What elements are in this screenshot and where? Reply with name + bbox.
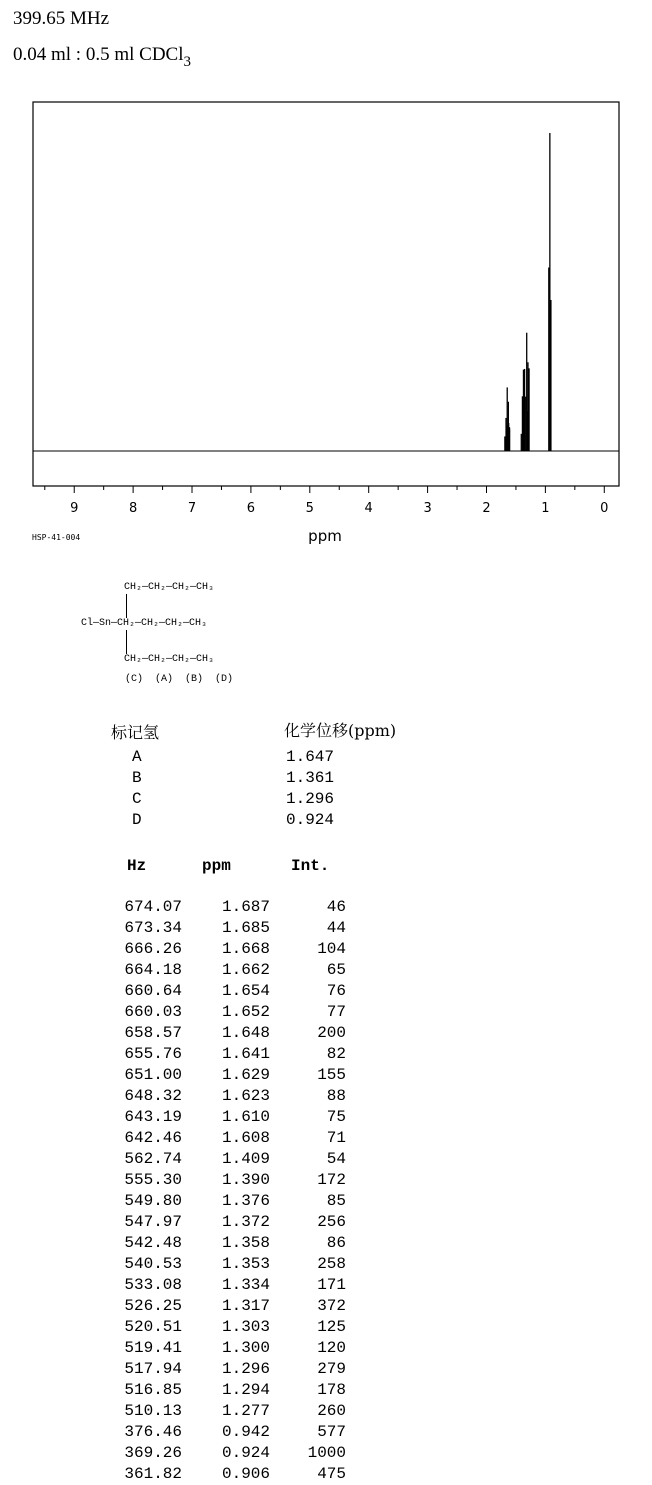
structure-bond-bottom — [126, 630, 127, 654]
peak-hz-cell: 562.74 — [124, 1150, 182, 1168]
table-row — [0, 1464, 400, 1485]
peak-hz-cell: 519.41 — [124, 1339, 182, 1357]
plot-frame — [33, 102, 619, 486]
x-tick-label: 5 — [305, 501, 314, 516]
table-row — [0, 939, 400, 960]
peak-ppm-cell: 1.685 — [221, 919, 270, 937]
peak-ppm-cell: 1.668 — [221, 940, 270, 958]
sample-text: 0.04 ml : 0.5 ml CDCl — [13, 44, 184, 65]
peak-int-cell: 155 — [317, 1066, 346, 1084]
table-row — [0, 1212, 400, 1233]
peak-int-cell: 260 — [317, 1402, 346, 1420]
peak-ppm-cell: 0.924 — [221, 1444, 270, 1462]
table-row — [0, 1254, 400, 1275]
x-tick-label: 1 — [541, 501, 550, 516]
table-row — [0, 1233, 400, 1254]
x-tick-label: 3 — [423, 501, 432, 516]
structure-middle-chain: Cl—Sn—CH₂—CH₂—CH₂—CH₃ — [81, 618, 208, 629]
peak-ppm-cell: 1.662 — [221, 961, 270, 979]
table-row — [0, 1065, 400, 1086]
x-tick-label: 7 — [187, 501, 197, 516]
x-axis-label: ppm — [308, 527, 342, 545]
assign-col-label: 标记氢 — [111, 723, 160, 742]
peak-hz-cell: 651.00 — [124, 1066, 182, 1084]
peak-int-cell: 178 — [317, 1381, 346, 1399]
table-row — [0, 897, 400, 918]
peak-int-cell: 372 — [317, 1297, 346, 1315]
table-row — [0, 1002, 400, 1023]
peak-ppm-cell: 1.608 — [221, 1129, 270, 1147]
peak-hz-cell: 547.97 — [124, 1213, 182, 1231]
peak-ppm-cell: 1.623 — [221, 1087, 270, 1105]
table-row — [0, 1422, 400, 1443]
peak-int-cell: 120 — [317, 1339, 346, 1357]
peak-int-cell: 577 — [317, 1423, 346, 1441]
assign-shift-d: 0.924 — [286, 811, 335, 829]
peak-ppm-cell: 1.390 — [221, 1171, 270, 1189]
peak-ppm-cell: 1.376 — [221, 1192, 270, 1210]
peak-int-cell: 1000 — [307, 1444, 346, 1462]
table-row — [0, 1086, 400, 1107]
peak-ppm-cell: 1.334 — [221, 1276, 270, 1294]
structure-bottom-chain: CH₂—CH₂—CH₂—CH₃ — [124, 654, 215, 665]
assign-label-b: B — [132, 769, 142, 787]
peak-ppm-cell: 1.409 — [221, 1150, 270, 1168]
x-tick-label: 9 — [70, 501, 79, 516]
peak-hz-cell: 549.80 — [124, 1192, 182, 1210]
spectrum-id: HSP-41-004 — [32, 533, 81, 542]
x-tick-label: 4 — [364, 501, 373, 516]
table-row — [0, 1275, 400, 1296]
peak-hz-cell: 540.53 — [124, 1255, 182, 1273]
peak-int-cell: 85 — [326, 1192, 346, 1210]
sample-subscript: 3 — [183, 54, 191, 70]
peak-hz-cell: 516.85 — [124, 1381, 182, 1399]
x-tick-label: 8 — [128, 501, 138, 516]
peak-int-cell: 44 — [326, 919, 346, 937]
peak-int-cell: 71 — [326, 1129, 346, 1147]
peak-hz-cell: 361.82 — [124, 1465, 182, 1483]
peak-int-cell: 76 — [326, 982, 346, 1000]
peak-hz-cell: 520.51 — [124, 1318, 182, 1336]
peak-hz-cell: 376.46 — [124, 1423, 182, 1441]
peak-int-cell: 54 — [326, 1150, 346, 1168]
peak-hz-cell: 664.18 — [124, 961, 182, 979]
peak-hz-cell: 648.32 — [124, 1087, 182, 1105]
peak-int-cell: 88 — [326, 1087, 346, 1105]
x-tick-label: 2 — [482, 501, 491, 516]
peak-ppm-cell: 1.294 — [221, 1381, 270, 1399]
peak-int-cell: 46 — [326, 898, 346, 916]
table-row — [0, 1380, 400, 1401]
peak-hz-cell: 533.08 — [124, 1276, 182, 1294]
peak-ppm-cell: 1.610 — [221, 1108, 270, 1126]
peak-hz-cell: 517.94 — [124, 1360, 182, 1378]
peak-hz-cell: 666.26 — [124, 940, 182, 958]
assign-col-shift: 化学位移(ppm) — [284, 721, 397, 740]
assign-label-a: A — [132, 748, 142, 766]
table-row — [0, 918, 400, 939]
peak-int-cell: 171 — [317, 1276, 346, 1294]
structure-bond-top — [126, 594, 127, 618]
spectrometer-frequency: 399.65 MHz — [13, 8, 110, 29]
peak-ppm-cell: 1.303 — [221, 1318, 270, 1336]
peak-hz-cell: 526.25 — [124, 1297, 182, 1315]
table-row — [0, 981, 400, 1002]
table-row — [0, 1128, 400, 1149]
peak-int-cell: 125 — [317, 1318, 346, 1336]
peak-int-cell: 65 — [326, 961, 346, 979]
table-row — [0, 1443, 400, 1464]
peak-int-cell: 279 — [317, 1360, 346, 1378]
peak-ppm-cell: 1.648 — [221, 1024, 270, 1042]
table-row — [0, 1149, 400, 1170]
peak-hz-cell: 660.64 — [124, 982, 182, 1000]
table-row — [0, 1107, 400, 1128]
peak-int-cell: 104 — [317, 940, 346, 958]
table-row — [0, 1359, 400, 1380]
table-row — [0, 1023, 400, 1044]
assign-shift-c: 1.296 — [286, 790, 335, 808]
nmr-spectrum-chart — [0, 95, 652, 550]
peak-table — [0, 897, 400, 1485]
assign-label-d: D — [132, 811, 142, 829]
peak-ppm-cell: 1.372 — [221, 1213, 270, 1231]
table-row — [0, 1170, 400, 1191]
peak-hz-cell: 642.46 — [124, 1129, 182, 1147]
peak-ppm-cell: 1.358 — [221, 1234, 270, 1252]
peak-ppm-cell: 1.641 — [221, 1045, 270, 1063]
peak-hz-cell: 542.48 — [124, 1234, 182, 1252]
peak-int-cell: 86 — [326, 1234, 346, 1252]
table-row — [0, 1401, 400, 1422]
peak-hz-cell: 660.03 — [124, 1003, 182, 1021]
assign-label-c: C — [132, 790, 142, 808]
peak-ppm-cell: 1.317 — [221, 1297, 270, 1315]
peak-col-hz: Hz — [127, 857, 147, 875]
peak-int-cell: 172 — [317, 1171, 346, 1189]
peak-ppm-cell: 1.353 — [221, 1255, 270, 1273]
table-row — [0, 1317, 400, 1338]
peak-hz-cell: 369.26 — [124, 1444, 182, 1462]
table-row — [0, 960, 400, 981]
peak-ppm-cell: 0.942 — [221, 1423, 270, 1441]
peak-int-cell: 200 — [317, 1024, 346, 1042]
peak-int-cell: 77 — [326, 1003, 346, 1021]
peak-hz-cell: 643.19 — [124, 1108, 182, 1126]
peak-ppm-cell: 1.654 — [221, 982, 270, 1000]
peak-int-cell: 75 — [326, 1108, 346, 1126]
table-row — [0, 1296, 400, 1317]
peak-col-ppm: ppm — [202, 857, 231, 875]
peak-ppm-cell: 1.629 — [221, 1066, 270, 1084]
peak-ppm-cell: 1.277 — [221, 1402, 270, 1420]
peak-ppm-cell: 1.300 — [221, 1339, 270, 1357]
peak-hz-cell: 674.07 — [124, 898, 182, 916]
peak-col-int: Int. — [291, 857, 330, 875]
peak-ppm-cell: 0.906 — [221, 1465, 270, 1483]
assign-shift-a: 1.647 — [286, 748, 335, 766]
table-row — [0, 1191, 400, 1212]
peak-hz-cell: 673.34 — [124, 919, 182, 937]
peak-ppm-cell: 1.296 — [221, 1360, 270, 1378]
assign-shift-b: 1.361 — [286, 769, 335, 787]
peak-int-cell: 258 — [317, 1255, 346, 1273]
peak-int-cell: 475 — [317, 1465, 346, 1483]
structure-position-labels: (C) (A) (B) (D) — [125, 674, 234, 685]
peak-ppm-cell: 1.652 — [221, 1003, 270, 1021]
peak-hz-cell: 655.76 — [124, 1045, 182, 1063]
x-tick-label: 6 — [246, 501, 256, 516]
peak-int-cell: 82 — [326, 1045, 346, 1063]
peak-hz-cell: 658.57 — [124, 1024, 182, 1042]
peak-hz-cell: 555.30 — [124, 1171, 182, 1189]
peak-hz-cell: 510.13 — [124, 1402, 182, 1420]
sample-composition — [13, 44, 191, 71]
peak-int-cell: 256 — [317, 1213, 346, 1231]
structure-top-chain: CH₂—CH₂—CH₂—CH₃ — [124, 582, 215, 593]
table-row — [0, 1044, 400, 1065]
table-row — [0, 1338, 400, 1359]
peak-ppm-cell: 1.687 — [221, 898, 270, 916]
x-tick-label: 0 — [600, 501, 609, 516]
